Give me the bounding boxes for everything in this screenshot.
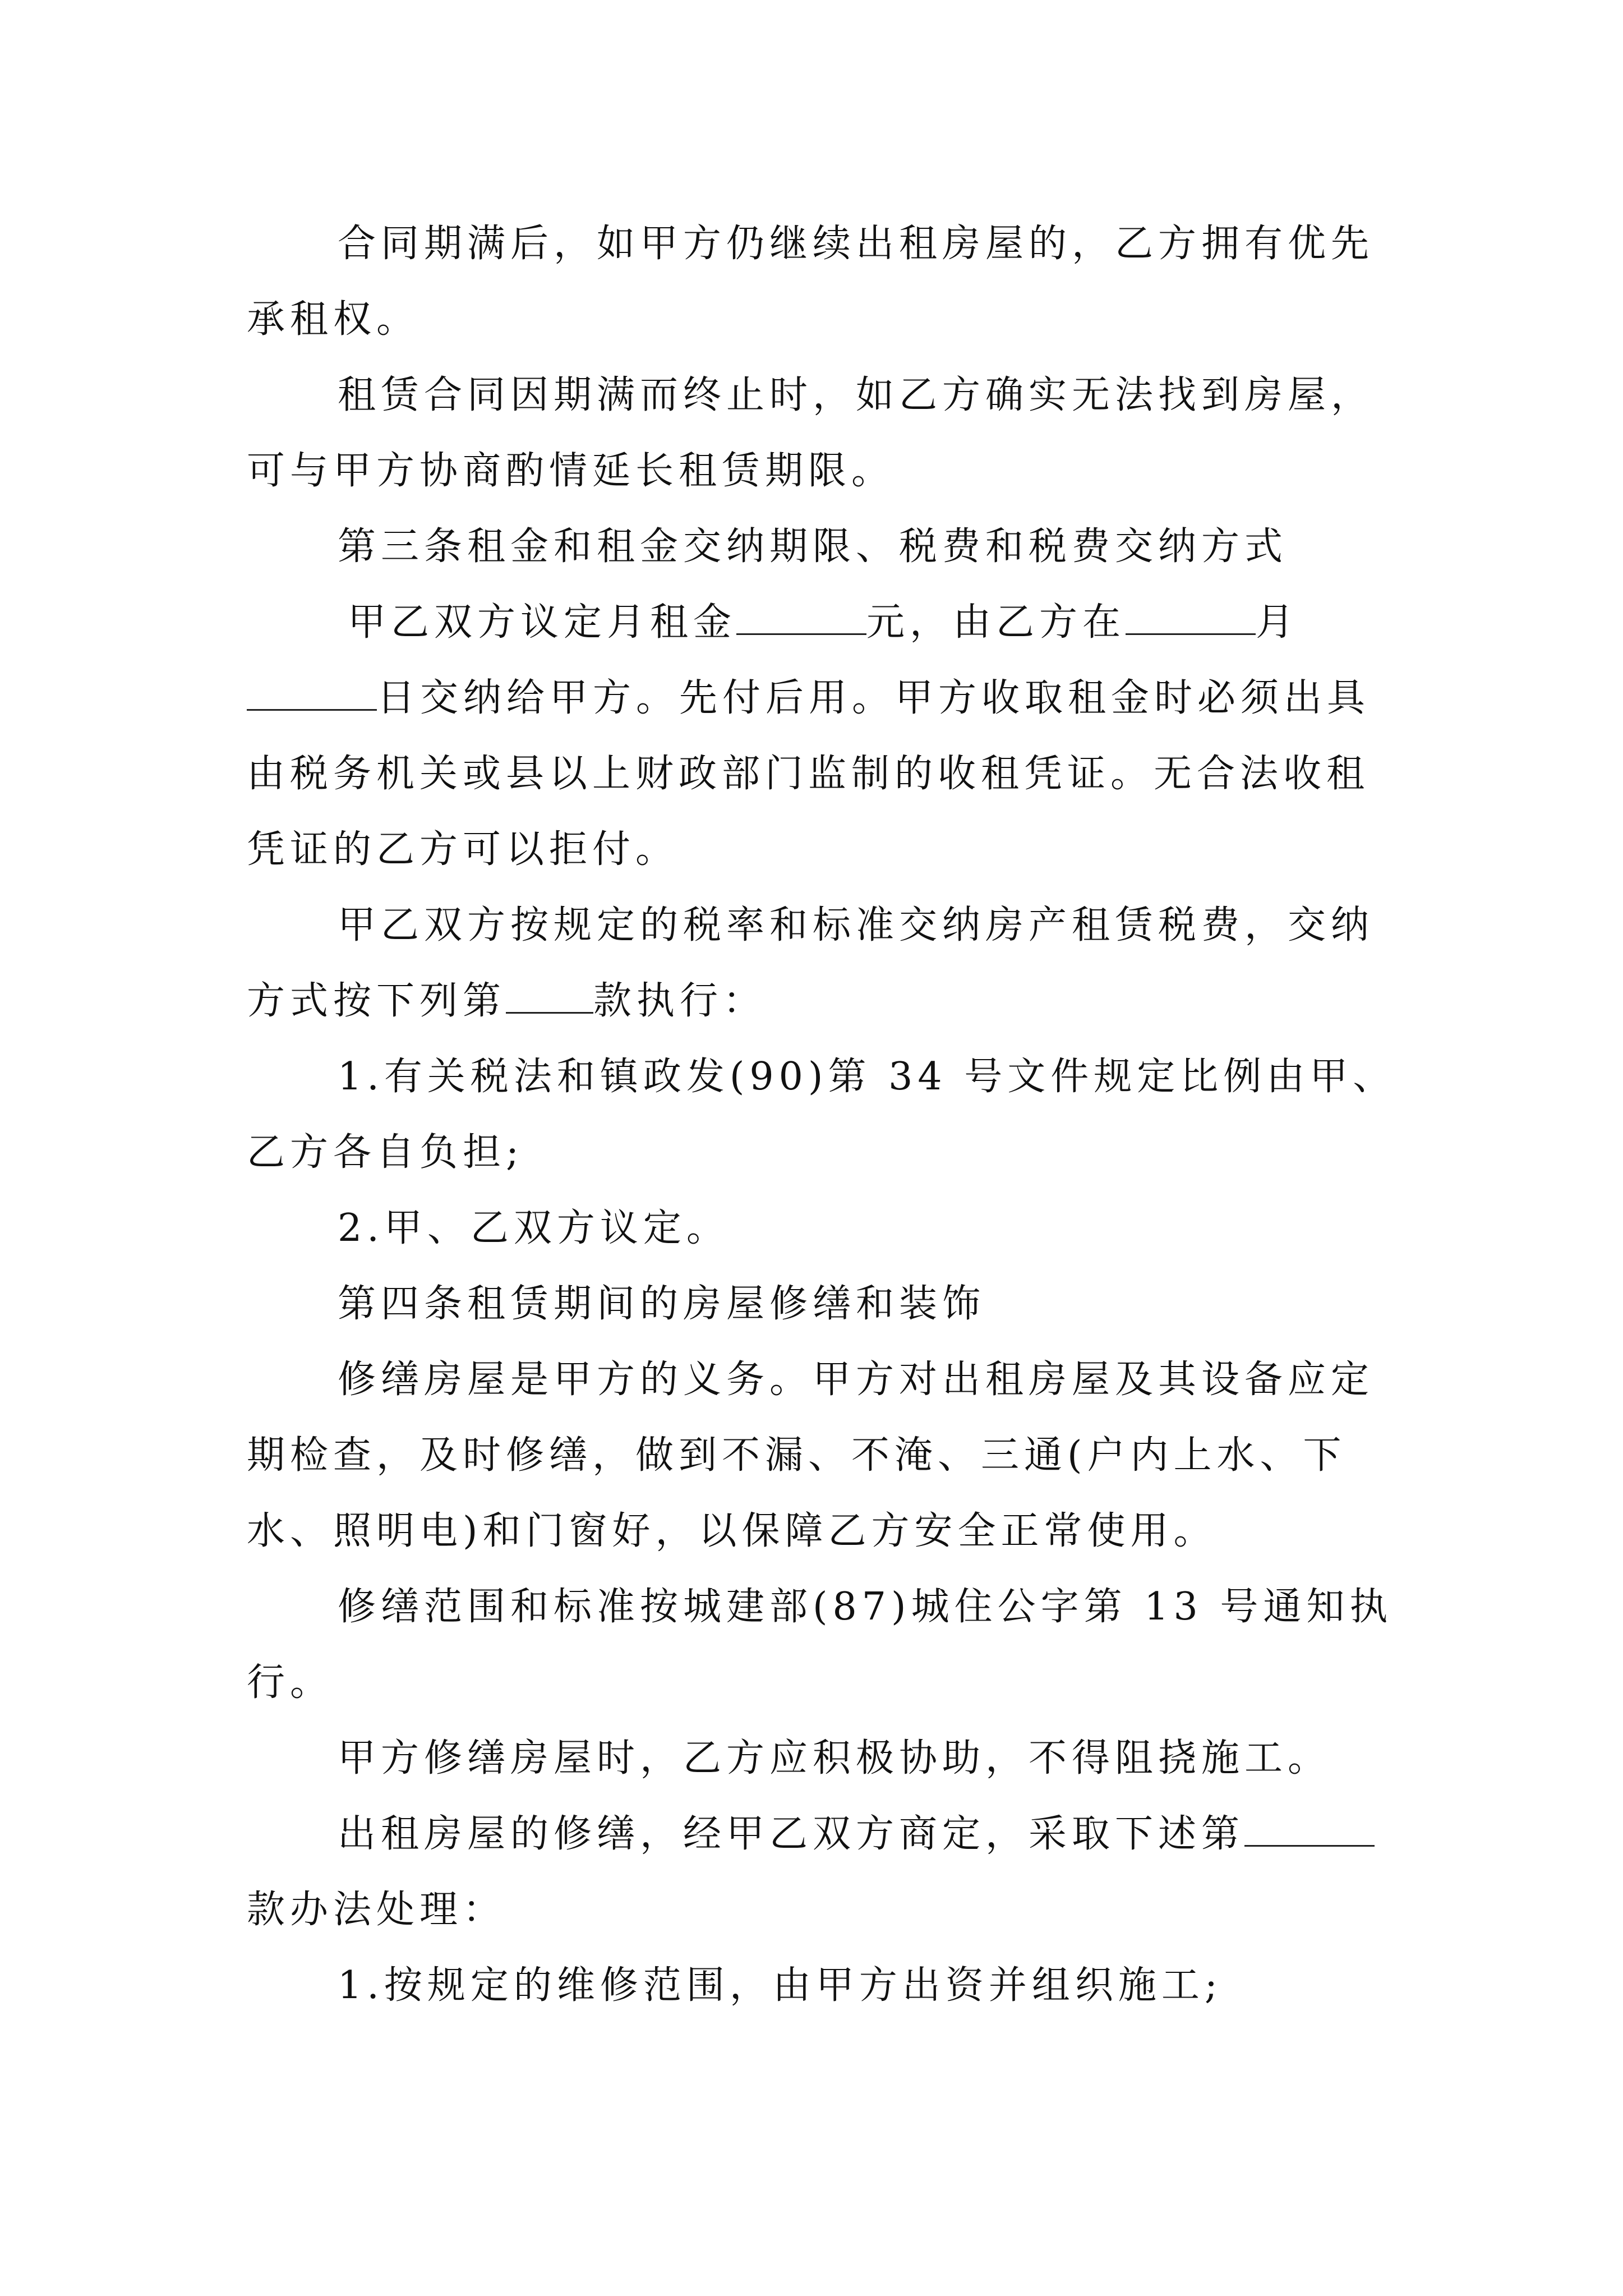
text-segment: 月 [1256, 600, 1299, 645]
text-segment: 元，由乙方在 [866, 600, 1126, 645]
text-line: 凭证的乙方可以拒付。 [247, 827, 679, 872]
fill-blank [1244, 1812, 1375, 1847]
text-line: 合同期满后，如甲方仍继续出租房屋的，乙方拥有优先 [338, 222, 1375, 266]
list-item: 2.甲、乙双方议定。 [338, 1206, 730, 1250]
text-line-with-blanks [338, 1809, 1375, 1860]
text-line: 乙方各自负担; [247, 1130, 524, 1175]
fill-blank [506, 979, 593, 1014]
text-line: 修缮房屋是甲方的义务。甲方对出租房屋及其设备应定 [338, 1358, 1375, 1402]
text-line-with-blanks [348, 597, 1299, 648]
text-segment: 款执行： [593, 979, 767, 1023]
text-line: 修缮范围和标准按城建部(87)城住公字第 13 号通知执 [338, 1585, 1393, 1629]
text-line: 租赁合同因期满而终止时，如乙方确实无法找到房屋， [338, 373, 1375, 417]
text-line-with-blanks [247, 673, 1370, 724]
list-item: 1.按规定的维修范围，由甲方出资并组织施工; [338, 1963, 1223, 2008]
text-line: 甲乙双方按规定的税率和标准交纳房产租赁税费，交纳 [338, 903, 1375, 947]
text-segment: 日交纳给甲方。先付后用。甲方收取租金时必须出具 [377, 676, 1371, 720]
text-segment: 出租房屋的修缮，经甲乙双方商定，采取下述第 [338, 1812, 1245, 1856]
text-line: 由税务机关或县以上财政部门监制的收租凭证。无合法收租 [247, 752, 1370, 796]
text-line: 款办法处理： [247, 1888, 506, 1932]
text-line: 甲方修缮房屋时，乙方应积极协助，不得阻挠施工。 [338, 1736, 1331, 1780]
section-heading: 第四条租赁期间的房屋修缮和装饰 [338, 1282, 986, 1326]
section-heading: 第三条租金和租金交纳期限、税费和税费交纳方式 [338, 524, 1288, 569]
text-line-with-blanks [247, 976, 766, 1027]
text-segment: 甲乙双方议定月租金 [348, 600, 737, 645]
text-line: 可与甲方协商酌情延长租赁期限。 [247, 449, 895, 493]
text-segment: 方式按下列第 [247, 979, 506, 1023]
fill-blank [247, 677, 377, 711]
text-line: 期检查，及时修缮，做到不漏、不淹、三通(户内上水、下 [247, 1433, 1347, 1478]
text-line: 承租权。 [247, 297, 420, 342]
fill-blank [1126, 601, 1256, 635]
text-line: 水、照明电)和门窗好，以保障乙方安全正常使用。 [247, 1509, 1217, 1553]
list-item: 1.有关税法和镇政发(90)第 34 号文件规定比例由甲、 [338, 1055, 1396, 1099]
fill-blank [736, 601, 866, 635]
text-line: 行。 [247, 1660, 334, 1705]
